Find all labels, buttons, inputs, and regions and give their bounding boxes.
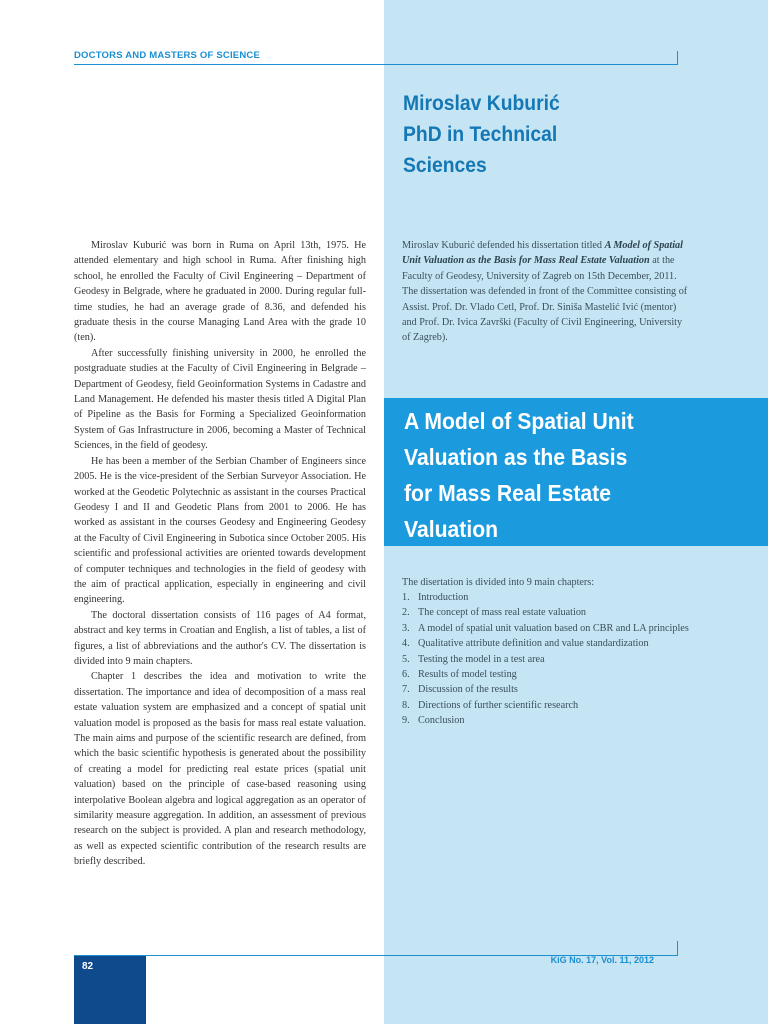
bio-paragraph: Miroslav Kuburić was born in Ruma on April 13th, 1975. He attended elementary and high school in Ruma. After finishing high school, he enrolled the Faculty of Civil Engineering – Department of Geodesy in Belgrade, where he graduated in 2000. During regular full-time studies, he had an average grade of 8.36, and defended his graduate thesis in the course Managing Land Area with the grade 10 (ten). [74,240,366,344]
chapter-number: 3. [402,622,410,634]
defense-intro: Miroslav Kuburić defended his dissertation titled [402,240,605,251]
dissertation-title-line: for Mass Real Estate [404,480,611,506]
footer-rule-tick [677,941,678,956]
chapter-item [402,636,702,651]
chapters-intro: The disertation is divided into 9 main chapters: [402,577,595,588]
chapter-title: Directions of further scientific research [418,699,579,711]
biography-text [74,238,366,870]
chapter-number: 6. [402,669,410,681]
defense-summary [402,238,692,346]
bio-paragraph: Chapter 1 describes the idea and motivation to write the dissertation. The importance and idea of decomposition of a mass real estate valuation system are emphasized and a concept of spatial unit valuation model is proposed as the basis for mass real estate valuation. The main aims and purpose of the scientific research are defined, from which the basic scientific hypothesis is generated about the possibility of creating a model for predicting real estate prices (spatial unit valuation) based on the principle of case-based reasoning using interpolative Boolean algebra and logical aggregation as an operator of similarity measure aggregation. In addition, an assessment of previous research on the subject is provided. A plan and research methodology, as well as expected scientific contribution of the research results are briefly described. [74,671,366,868]
chapter-item [402,605,702,620]
chapter-title: Qualitative attribute definition and value standardization [418,638,649,650]
chapter-title: A model of spatial unit valuation based on CBR and LA principles [418,622,689,634]
bio-paragraph: He has been a member of the Serbian Chamber of Engineers since 2005. He is the vice-president of the Serbian Surveyor Association. He worked at the Geodetic Polytechnic as assistant in the courses Practical Geodesy I and II and Geodetic Plans from 2001 to 2006. He has worked as assistant in the courses Geodesy and Engineering Geodesy at the Faculty of Civil Engineering in Subotica since October 2005. His scientific and professional activities are oriented towards development of computer techniques and technologies in the field of geodesy with the aim of practical application, especially in engineering and civil engineering. [74,455,366,606]
chapter-number: 5. [402,653,410,665]
chapter-title: Conclusion [418,715,465,727]
author-degree-line1: PhD in Technical [403,123,558,146]
chapter-title: The concept of mass real estate valuation [418,607,587,619]
chapter-title: Introduction [418,592,469,603]
journal-reference: KiG No. 17, Vol. 11, 2012 [550,955,654,965]
chapter-item [402,667,702,682]
chapter-number: 2. [402,607,410,619]
chapter-number: 9. [402,715,410,727]
author-name: Miroslav Kuburić [403,92,560,115]
dissertation-title [404,403,717,547]
author-heading [403,88,707,181]
dissertation-title-line: Valuation as the Basis [404,444,628,470]
chapter-item [402,713,702,728]
bio-paragraph: After successfully finishing university in 2000, he enrolled the postgraduate studies at the Faculty of Civil Engineering in Belgrade – Department of Geodesy, field Geoinformation Systems in Cadastre and Land Management. He defended his master thesis titled A Digital Plan of Pipeline as the Basis for Forming a Specialized Geoinformation System of Gas Infrastructure in 2006, becoming a Master of Technical Sciences, in the field of geodesy. [74,347,366,452]
page-number: 82 [82,961,94,972]
defense-dissertation-title: A Model of Spatial Unit Valuation as the Basis for Mass Real Estate Valuation [402,240,683,267]
header-rule [74,64,678,65]
chapter-title: Testing the model in a test area [418,653,545,665]
chapter-number: 1. [402,592,410,603]
chapter-title: Discussion of the results [418,684,518,696]
dissertation-title-line: Valuation [404,516,499,542]
defense-details: at the Faculty of Geodesy, University of Zagreb on 15th December, 2011. The dissertation was defended in front of the Committee consisting of Assist. Prof. Dr. Vlado Cetl, Prof. Dr. Siniša Mastelić Ivić (mentor) and Prof. Dr. Ivica Završki (Faculty of Civil Engineering, University of Zagreb). [402,255,688,344]
chapter-item [402,698,702,713]
chapter-number: 8. [402,699,410,711]
dissertation-title-line: A Model of Spatial Unit [404,408,634,434]
chapter-number: 7. [402,684,410,696]
bio-paragraph: The doctoral dissertation consists of 116 pages of A4 format, abstract and key terms in Croatian and English, a list of tables, a list of figures, a list of abbreviations and the author's CV. The dissertation is divided into 9 main chapters. [74,609,366,667]
chapter-item [402,652,702,667]
chapter-list [402,590,702,729]
chapter-title: Results of model testing [418,669,517,681]
chapter-number: 4. [402,638,410,650]
chapter-item [402,682,702,697]
section-label: DOCTORS AND MASTERS OF SCIENCE [74,50,260,61]
header-rule-tick [677,51,678,65]
chapter-item [402,621,702,636]
author-degree-line2: Sciences [403,154,487,177]
chapter-item [402,590,702,605]
